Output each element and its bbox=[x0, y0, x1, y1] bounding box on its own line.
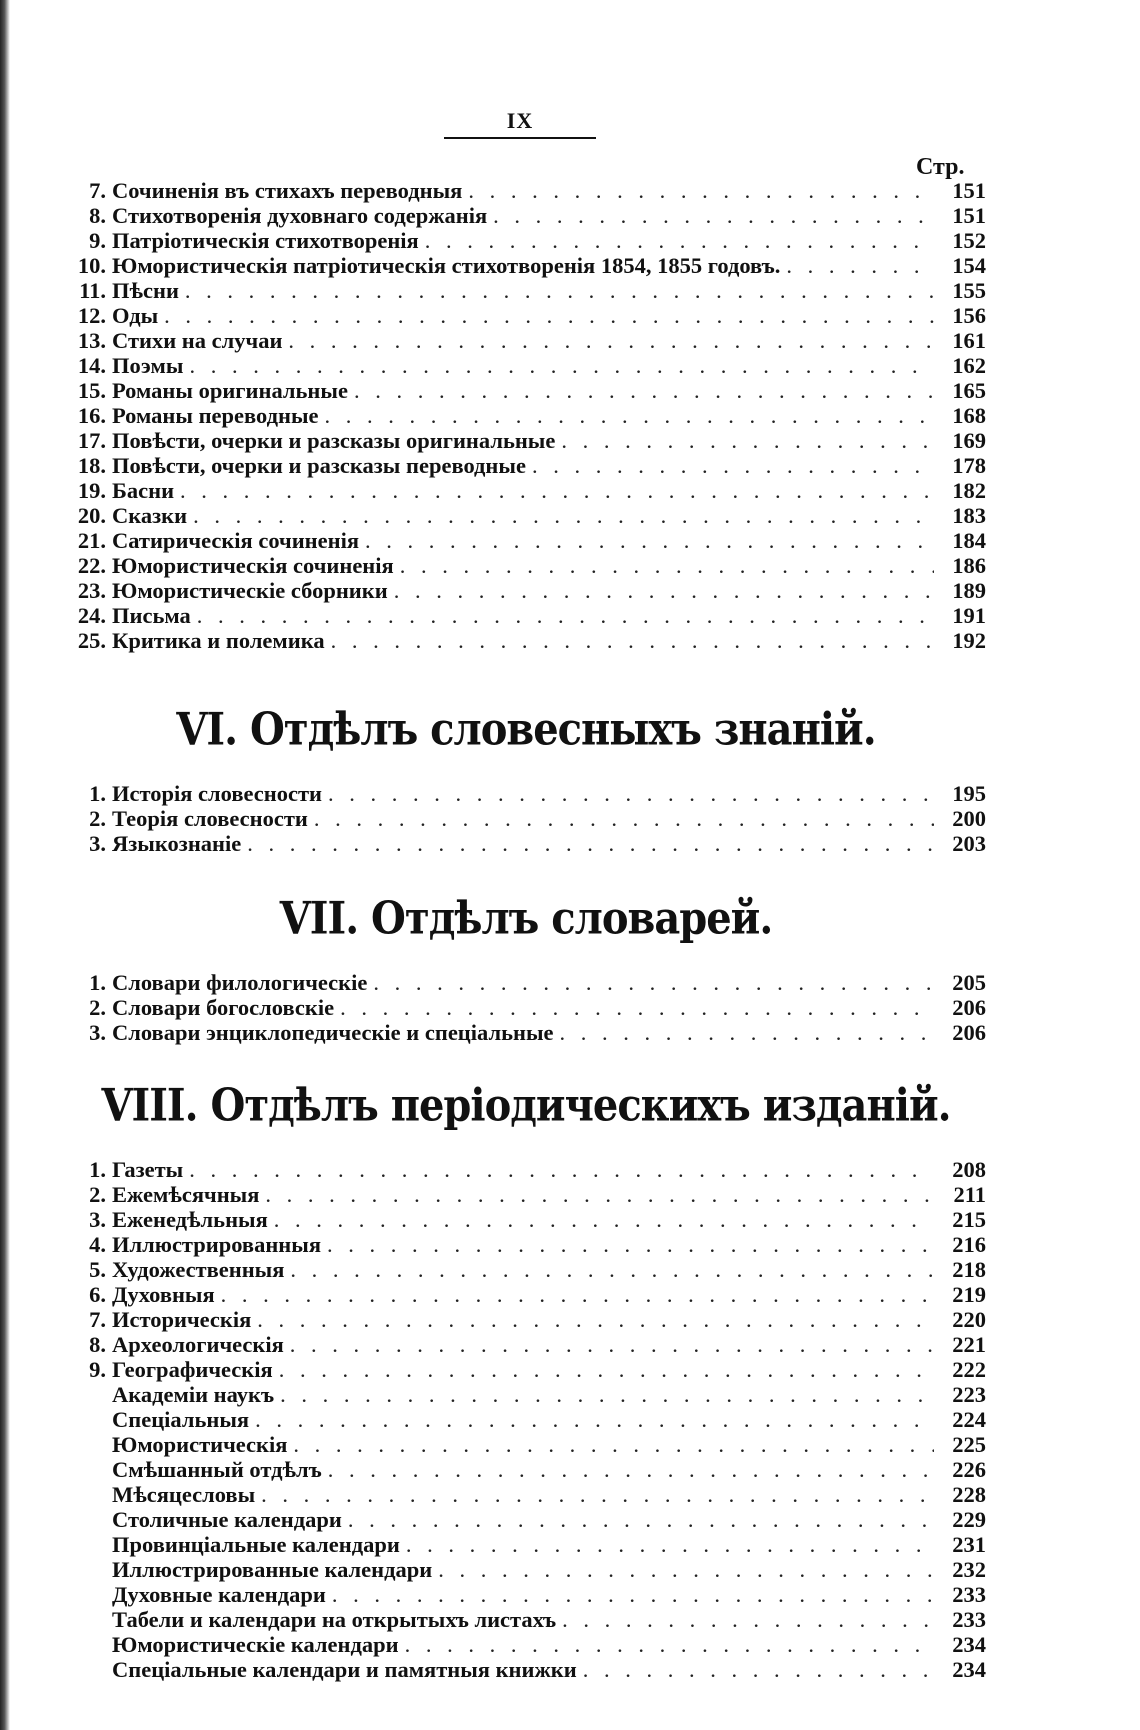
dot-leader bbox=[373, 970, 934, 995]
toc-entry bbox=[66, 628, 986, 653]
dot-leader bbox=[185, 278, 934, 303]
entry-title: Повѣсти, очерки и разсказы переводные bbox=[112, 453, 526, 478]
entry-number: 1. bbox=[89, 970, 106, 995]
dot-leader bbox=[325, 403, 934, 428]
entry-number: 25. bbox=[77, 628, 106, 653]
entry-page-number: 161 bbox=[952, 328, 986, 353]
toc-entry bbox=[66, 1232, 986, 1257]
folio-rule bbox=[444, 137, 596, 139]
entry-number: 8. bbox=[89, 203, 106, 228]
entry-number: 15. bbox=[77, 378, 106, 403]
toc-entry bbox=[66, 1457, 986, 1482]
entry-title: Художественныя bbox=[112, 1257, 285, 1282]
entry-page-number: 195 bbox=[952, 781, 986, 806]
dot-leader bbox=[255, 1407, 934, 1432]
toc-entry bbox=[66, 303, 986, 328]
toc-entry bbox=[66, 228, 986, 253]
toc-entry bbox=[66, 1607, 986, 1632]
entry-page-number: 231 bbox=[952, 1532, 986, 1557]
entry-title: Спеціальныя bbox=[112, 1407, 250, 1432]
toc-entry bbox=[66, 1632, 986, 1657]
entry-page-number: 234 bbox=[952, 1657, 986, 1682]
toc-entry bbox=[66, 781, 986, 806]
entry-title: Словари филологическіе bbox=[112, 970, 368, 995]
entry-page-number: 211 bbox=[953, 1182, 986, 1207]
toc-entry bbox=[66, 203, 986, 228]
entry-page-number: 222 bbox=[952, 1357, 986, 1382]
toc-entry bbox=[66, 995, 986, 1020]
toc-entry bbox=[66, 1532, 986, 1557]
toc-entry bbox=[66, 1357, 986, 1382]
entry-number: 11. bbox=[79, 278, 106, 303]
entry-page-number: 162 bbox=[952, 353, 986, 378]
toc-entry bbox=[66, 1307, 986, 1332]
dot-leader bbox=[405, 1632, 934, 1657]
dot-leader bbox=[365, 528, 934, 553]
dot-leader bbox=[197, 603, 934, 628]
dot-leader bbox=[265, 1182, 934, 1207]
entry-title: Провинціальные календари bbox=[112, 1532, 400, 1557]
dot-leader bbox=[332, 1582, 934, 1607]
entry-number: 1. bbox=[89, 781, 106, 806]
entry-page-number: 184 bbox=[952, 528, 986, 553]
entry-title: Словари богословскіе bbox=[112, 995, 335, 1020]
dot-leader bbox=[279, 1357, 934, 1382]
section-heading: VII. Отдѣлъ словарей. bbox=[279, 892, 773, 945]
toc-entry bbox=[66, 1482, 986, 1507]
toc-entry bbox=[66, 453, 986, 478]
dot-leader bbox=[328, 1457, 934, 1482]
entry-number: 22. bbox=[77, 553, 106, 578]
dot-leader bbox=[340, 995, 934, 1020]
entry-number: 2. bbox=[89, 1182, 106, 1207]
entry-title: Стихи на случаи bbox=[112, 328, 283, 353]
entry-page-number: 221 bbox=[952, 1332, 986, 1357]
toc-entry bbox=[66, 831, 986, 856]
entry-page-number: 224 bbox=[952, 1407, 986, 1432]
entry-number: 6. bbox=[89, 1282, 106, 1307]
entry-title: Духовныя bbox=[112, 1282, 215, 1307]
dot-leader bbox=[394, 578, 934, 603]
entry-page-number: 182 bbox=[952, 478, 986, 503]
dot-leader bbox=[290, 1332, 934, 1357]
entry-title: Юмористическія сочиненія bbox=[112, 553, 394, 578]
toc-entry bbox=[66, 1207, 986, 1232]
entry-number: 5. bbox=[89, 1257, 106, 1282]
entry-number: 19. bbox=[77, 478, 106, 503]
entry-page-number: 233 bbox=[952, 1582, 986, 1607]
entry-page-number: 183 bbox=[952, 503, 986, 528]
entry-number: 18. bbox=[77, 453, 106, 478]
toc-entry bbox=[66, 1382, 986, 1407]
entry-title: Иллюстрированныя bbox=[112, 1232, 322, 1257]
entry-page-number: 215 bbox=[952, 1207, 986, 1232]
entry-page-number: 189 bbox=[952, 578, 986, 603]
toc-entry bbox=[66, 1407, 986, 1432]
entry-page-number: 200 bbox=[952, 806, 986, 831]
entry-page-number: 169 bbox=[952, 428, 986, 453]
entry-page-number: 229 bbox=[952, 1507, 986, 1532]
dot-leader bbox=[193, 503, 934, 528]
entry-page-number: 186 bbox=[952, 553, 986, 578]
dot-leader bbox=[560, 1020, 934, 1045]
toc-entry bbox=[66, 1157, 986, 1182]
entry-title: Стихотворенія духовнаго содержанія bbox=[112, 203, 488, 228]
entry-title: Юмористическія bbox=[112, 1432, 288, 1457]
entry-page-number: 203 bbox=[952, 831, 986, 856]
entry-page-number: 228 bbox=[952, 1482, 986, 1507]
toc-entry bbox=[66, 1257, 986, 1282]
entry-title: Сочиненія въ стихахъ переводныя bbox=[112, 178, 463, 203]
entry-number: 24. bbox=[77, 603, 106, 628]
entry-title: Словари энциклопедическіе и спеціальные bbox=[112, 1020, 554, 1045]
entry-title: Географическія bbox=[112, 1357, 273, 1382]
toc-entry bbox=[66, 478, 986, 503]
entry-title: Повѣсти, очерки и разсказы оригинальные bbox=[112, 428, 556, 453]
entry-page-number: 156 bbox=[952, 303, 986, 328]
entry-number: 1. bbox=[89, 1157, 106, 1182]
dot-leader bbox=[164, 303, 934, 328]
dot-leader bbox=[354, 378, 934, 403]
entry-title: Сказки bbox=[112, 503, 188, 528]
entry-number: 21. bbox=[77, 528, 106, 553]
dot-leader bbox=[561, 428, 934, 453]
toc-entry bbox=[66, 970, 986, 995]
toc-entry bbox=[66, 328, 986, 353]
section-entries bbox=[66, 1157, 986, 1682]
toc-entry bbox=[66, 1182, 986, 1207]
entry-page-number: 154 bbox=[952, 253, 986, 278]
entry-title: Теорія словесности bbox=[112, 806, 308, 831]
dot-leader bbox=[327, 1232, 934, 1257]
dot-leader bbox=[221, 1282, 934, 1307]
entry-number: 3. bbox=[89, 831, 106, 856]
toc-entry bbox=[66, 1282, 986, 1307]
entry-page-number: 191 bbox=[952, 603, 986, 628]
section-heading: VIII. Отдѣлъ періодическихъ изданій. bbox=[101, 1079, 951, 1132]
toc-entry bbox=[66, 178, 986, 203]
entry-page-number: 218 bbox=[952, 1257, 986, 1282]
entry-number: 12. bbox=[77, 303, 106, 328]
entry-title: Еженедѣльныя bbox=[112, 1207, 268, 1232]
entry-title: Романы оригинальные bbox=[112, 378, 348, 403]
toc-entry bbox=[66, 1432, 986, 1457]
entry-title: Спеціальные календари и памятныя книжки bbox=[112, 1657, 577, 1682]
toc-entry bbox=[66, 1557, 986, 1582]
scan-edge bbox=[0, 0, 10, 1730]
entry-number: 2. bbox=[89, 806, 106, 831]
dot-leader bbox=[786, 253, 934, 278]
entry-title: Патріотическія стихотворенія bbox=[112, 228, 419, 253]
entry-number: 14. bbox=[77, 353, 106, 378]
entry-page-number: 151 bbox=[952, 203, 986, 228]
dot-leader bbox=[532, 453, 934, 478]
entry-title: Мѣсяцесловы bbox=[112, 1482, 256, 1507]
toc-entry bbox=[66, 253, 986, 278]
section-entries bbox=[66, 781, 986, 856]
entry-page-number: 232 bbox=[952, 1557, 986, 1582]
entry-number: 20. bbox=[77, 503, 106, 528]
folio-number: IX bbox=[506, 108, 534, 133]
entry-title: Иллюстрированные календари bbox=[112, 1557, 433, 1582]
entry-title: Духовные календари bbox=[112, 1582, 326, 1607]
entry-number: 7. bbox=[89, 178, 106, 203]
entry-page-number: 216 bbox=[952, 1232, 986, 1257]
dot-leader bbox=[438, 1557, 934, 1582]
dot-leader bbox=[583, 1657, 934, 1682]
entry-title: Академіи наукъ bbox=[112, 1382, 275, 1407]
entry-number: 16. bbox=[77, 403, 106, 428]
entry-page-number: 205 bbox=[952, 970, 986, 995]
page-column-header: Стр. bbox=[916, 154, 965, 180]
entry-page-number: 226 bbox=[952, 1457, 986, 1482]
toc-entry bbox=[66, 1657, 986, 1682]
entry-number: 10. bbox=[77, 253, 106, 278]
entry-number: 2. bbox=[89, 995, 106, 1020]
dot-leader bbox=[331, 628, 934, 653]
toc-entry bbox=[66, 578, 986, 603]
entry-page-number: 225 bbox=[952, 1432, 986, 1457]
toc-entry bbox=[66, 378, 986, 403]
entry-page-number: 151 bbox=[952, 178, 986, 203]
entry-page-number: 206 bbox=[952, 1020, 986, 1045]
entry-page-number: 233 bbox=[952, 1607, 986, 1632]
toc-entry bbox=[66, 1507, 986, 1532]
dot-leader bbox=[288, 328, 934, 353]
entry-number: 8. bbox=[89, 1332, 106, 1357]
dot-leader bbox=[293, 1432, 934, 1457]
entry-number: 3. bbox=[89, 1207, 106, 1232]
entry-title: Сатирическія сочиненія bbox=[112, 528, 360, 553]
entry-title: Табели и календари на открытыхъ листахъ bbox=[112, 1607, 557, 1632]
toc-entry bbox=[66, 403, 986, 428]
entry-title: Археологическія bbox=[112, 1332, 284, 1357]
section-heading: VI. Отдѣлъ словесныхъ знаній. bbox=[176, 703, 876, 756]
entry-page-number: 219 bbox=[952, 1282, 986, 1307]
entry-page-number: 192 bbox=[952, 628, 986, 653]
dot-leader bbox=[180, 478, 934, 503]
dot-leader bbox=[261, 1482, 934, 1507]
entry-title: Пѣсни bbox=[112, 278, 179, 303]
dot-leader bbox=[274, 1207, 934, 1232]
entry-page-number: 234 bbox=[952, 1632, 986, 1657]
entry-title: Историческія bbox=[112, 1307, 252, 1332]
entry-page-number: 168 bbox=[952, 403, 986, 428]
toc-entry bbox=[66, 428, 986, 453]
section-entries bbox=[66, 970, 986, 1045]
dot-leader bbox=[314, 806, 934, 831]
dot-leader bbox=[280, 1382, 934, 1407]
dot-leader bbox=[257, 1307, 934, 1332]
toc-entry bbox=[66, 503, 986, 528]
entry-number: 4. bbox=[89, 1232, 106, 1257]
toc-entry bbox=[66, 1582, 986, 1607]
entry-page-number: 220 bbox=[952, 1307, 986, 1332]
entry-page-number: 165 bbox=[952, 378, 986, 403]
entry-title: Языкознаніе bbox=[112, 831, 242, 856]
entry-title: Ежемѣсячныя bbox=[112, 1182, 260, 1207]
section-entries bbox=[66, 178, 986, 653]
toc-entry bbox=[66, 353, 986, 378]
toc-entry bbox=[66, 528, 986, 553]
entry-title: Столичные календари bbox=[112, 1507, 342, 1532]
toc-entry bbox=[66, 806, 986, 831]
entry-title: Юмористическіе календари bbox=[112, 1632, 399, 1657]
entry-title: Басни bbox=[112, 478, 175, 503]
toc-entry bbox=[66, 278, 986, 303]
toc-entry bbox=[66, 603, 986, 628]
entry-number: 9. bbox=[89, 1357, 106, 1382]
dot-leader bbox=[400, 553, 934, 578]
entry-number: 7. bbox=[89, 1307, 106, 1332]
dot-leader bbox=[328, 781, 934, 806]
dot-leader bbox=[425, 228, 934, 253]
entry-title: Поэмы bbox=[112, 353, 184, 378]
entry-page-number: 152 bbox=[952, 228, 986, 253]
dot-leader bbox=[468, 178, 934, 203]
entry-number: 17. bbox=[77, 428, 106, 453]
entry-number: 23. bbox=[77, 578, 106, 603]
entry-number: 9. bbox=[89, 228, 106, 253]
entry-title: Письма bbox=[112, 603, 191, 628]
dot-leader bbox=[189, 353, 934, 378]
entry-page-number: 206 bbox=[952, 995, 986, 1020]
entry-title: Романы переводные bbox=[112, 403, 319, 428]
dot-leader bbox=[290, 1257, 934, 1282]
entry-page-number: 178 bbox=[952, 453, 986, 478]
toc-entry bbox=[66, 1020, 986, 1045]
entry-page-number: 208 bbox=[952, 1157, 986, 1182]
entry-title: Оды bbox=[112, 303, 159, 328]
entry-page-number: 223 bbox=[952, 1382, 986, 1407]
entry-title: Критика и полемика bbox=[112, 628, 325, 653]
dot-leader bbox=[562, 1607, 934, 1632]
dot-leader bbox=[189, 1157, 934, 1182]
dot-leader bbox=[406, 1532, 934, 1557]
toc-entry bbox=[66, 553, 986, 578]
entry-number: 3. bbox=[89, 1020, 106, 1045]
entry-title: Смѣшанный отдѣлъ bbox=[112, 1457, 322, 1482]
entry-title: Юмористическія патріотическія стихотворенія 1854, 1855 годовъ. bbox=[112, 253, 781, 278]
dot-leader bbox=[493, 203, 934, 228]
entry-title: Газеты bbox=[112, 1157, 184, 1182]
entry-title: Юмористическіе сборники bbox=[112, 578, 388, 603]
dot-leader bbox=[348, 1507, 934, 1532]
toc-entry bbox=[66, 1332, 986, 1357]
entry-title: Исторія словесности bbox=[112, 781, 322, 806]
entry-number: 13. bbox=[77, 328, 106, 353]
entry-page-number: 155 bbox=[952, 278, 986, 303]
dot-leader bbox=[247, 831, 934, 856]
